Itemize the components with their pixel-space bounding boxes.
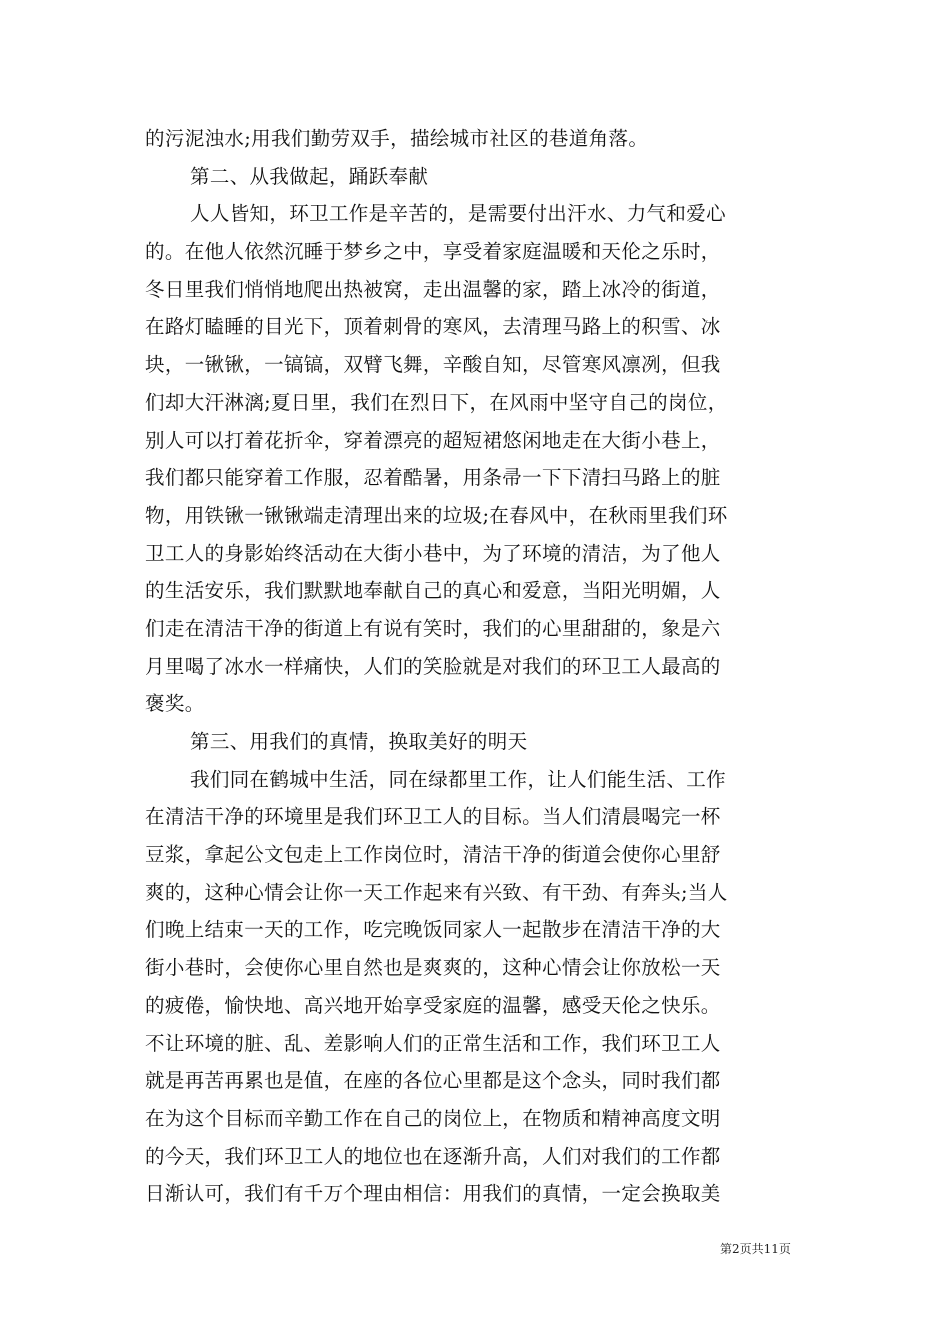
text-line: 的生活安乐，我们默默地奉献自己的真心和爱意，当阳光明媚，人 [145, 579, 721, 603]
text-line: 的疲倦，愉快地、高兴地开始享受家庭的温馨，感受天伦之快乐。 [145, 993, 721, 1017]
text-line: 们却大汗淋漓;夏日里，我们在烈日下，在风雨中坚守自己的岗位， [145, 390, 728, 414]
text-line: 在清洁干净的环境里是我们环卫工人的目标。当人们清晨喝完一杯 [145, 805, 721, 829]
text-line: 褒奖。 [145, 692, 205, 716]
text-line: 卫工人的身影始终活动在大街小巷中，为了环境的清洁，为了他人 [145, 541, 721, 565]
text-line: 块，一锹锹，一镐镐，双臂飞舞，辛酸自知，尽管寒风凛冽，但我 [145, 353, 721, 377]
text-line: 月里喝了冰水一样痛快，人们的笑脸就是对我们的环卫工人最高的 [145, 654, 721, 678]
text-line: 的污泥浊水;用我们勤劳双手，描绘城市社区的巷道角落。 [145, 127, 649, 150]
section-heading: 第二、从我做起，踊跃奉献 [190, 164, 429, 188]
text-line: 人人皆知，环卫工作是辛苦的，是需要付出汗水、力气和爱心 [190, 202, 726, 226]
text-line: 别人可以打着花折伞，穿着漂亮的超短裙悠闲地走在大街小巷上， [145, 428, 721, 452]
text-line: 街小巷时，会使你心里自然也是爽爽的，这种心情会让你放松一天 [145, 956, 721, 980]
text-line: 们晚上结束一天的工作，吃完晚饭同家人一起散步在清洁干净的大 [145, 918, 721, 942]
text-line: 的今天，我们环卫工人的地位也在逐渐升高，人们对我们的工作都 [145, 1144, 721, 1168]
text-line: 就是再苦再累也是值，在座的各位心里都是这个念头，同时我们都 [145, 1069, 721, 1093]
text-line: 在路灯瞌睡的目光下，顶着刺骨的寒风，去清理马路上的积雪、冰 [145, 315, 721, 339]
text-line: 冬日里我们悄悄地爬出热被窝，走出温馨的家，踏上冰冷的街道， [145, 277, 721, 301]
text-line: 我们都只能穿着工作服，忍着酷暑，用条帚一下下清扫马路上的脏 [145, 466, 721, 490]
text-line: 不让环境的脏、乱、差影响人们的正常生活和工作，我们环卫工人 [145, 1031, 721, 1055]
section-heading: 第三、用我们的真情，换取美好的明天 [190, 730, 528, 753]
text-line: 豆浆，拿起公文包走上工作岗位时，清洁干净的街道会使你心里舒 [145, 843, 721, 867]
text-line: 爽的，这种心情会让你一天工作起来有兴致、有干劲、有奔头;当人 [145, 880, 728, 904]
text-line: 我们同在鹤城中生活，同在绿都里工作，让人们能生活、工作 [190, 767, 726, 791]
text-line: 们走在清洁干净的街道上有说有笑时，我们的心里甜甜的，象是六 [145, 616, 721, 640]
text-line: 的。在他人依然沉睡于梦乡之中，享受着家庭温暖和天伦之乐时， [145, 240, 721, 264]
text-line: 日渐认可，我们有千万个理由相信：用我们的真情，一定会换取美 [145, 1182, 721, 1206]
text-line: 物，用铁锹一锹锹端走清理出来的垃圾;在春风中，在秋雨里我们环 [145, 503, 728, 527]
page-number-footer: 第2页共11页 [720, 1242, 791, 1256]
document-body [145, 120, 810, 1213]
text-line: 在为这个目标而辛勤工作在自己的岗位上，在物质和精神高度文明 [145, 1106, 721, 1130]
